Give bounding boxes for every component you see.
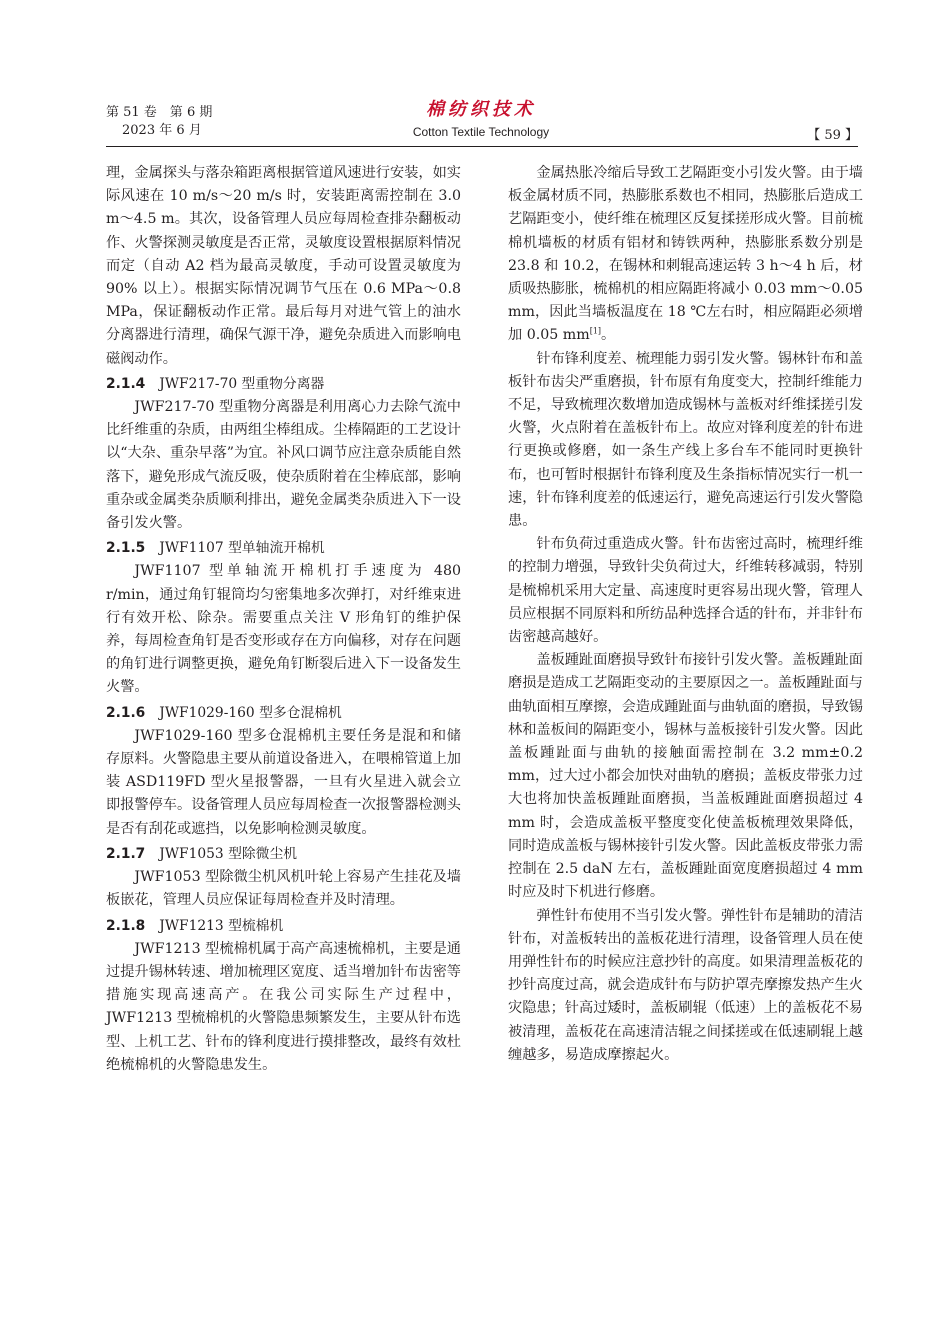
journal-logo: 棉纺织技术 <box>426 99 536 120</box>
body-paragraph: 盖板踵趾面磨损导致针布接针引发火警。盖板踵趾面磨损是造成工艺隔距变动的主要原因之一。盖板踵趾面与曲轨面相互摩擦，会造成踵趾面与曲轨面的磨损，导致锡林和盖板间的隔距变小，锡林与盖板接针引发火警。因此盖板踵趾面与曲轨的接触面需控制在 3.2 mm±0.2 mm，过大过小都会加快对曲轨的磨损；盖板皮带张力过大也将加快盖板踵趾面磨损，当盖板踵趾面磨损超过 4 mm 时，会造成盖板平整度变化使盖板梳理效果降低，同时造成盖板与锡林接针引发火警。因此盖板皮带张力需控制在 2.5 daN 左右，盖板踵趾面宽度磨损超过 4 mm 时应及时下机进行修磨。 <box>508 652 863 901</box>
body-paragraph: 理，金属探头与落杂箱距离根据管道风速进行安装，如实际风速在 10 m/s～20 m/s 时，安装距离需控制在 3.0 m～4.5 m。其次，设备管理人员应每周检查排杂翻板动作、火警探测灵敏度是否正常，灵敏度设置根据原料情况而定（自动 A2 档为最高灵敏度，手动可设置灵敏度为 90% 以上）。根据实际情况调节气压在 0.6 MPa～0.8 MPa，保证翻板动作正常。最后每月对进气管上的油水分离器进行清理，确保气源干净，避免杂质进入而影响电磁阀动作。 <box>106 165 461 367</box>
left-column <box>106 162 461 1077</box>
publication-date: 2023 年 6 月 <box>122 123 202 138</box>
body-paragraph: JWF217-70 型重物分离器是利用离心力去除气流中比纤维重的杂质，由两组尘棒组成。尘棒隔距的工艺设计以“大杂、重杂早落”为宜。补风口调节应注意杂质能自然落下，避免形成气流反吸，使杂质附着在尘棒底部，影响重杂或金属类杂质顺利排出，避免金属类杂质进入下一设备引发火警。 <box>106 399 462 532</box>
page-header <box>106 100 858 144</box>
journal-english-name: Cotton Textile Technology <box>412 125 550 139</box>
header-rule <box>106 146 858 147</box>
section-heading <box>106 915 461 938</box>
journal-title <box>396 100 566 140</box>
section-title: JWF217-70 型重物分离器 <box>159 375 325 392</box>
body-paragraph: 针布锋利度差、梳理能力弱引发火警。锡林针布和盖板针布齿尖严重磨损，针布原有角度变大，控制纤维能力不足，导致梳理次数增加造成锡林与盖板对纤维揉搓引发火警，火点附着在盖板针布上。故应对锋利度差的针布进行更换或修磨，如一条生产线上多台车不能同时更换针布，也可暂时根据针布锋利度及生条指标情况实行一机一速，针布锋利度差的低速运行，避免高速运行引发火警隐患。 <box>508 350 863 530</box>
body-paragraph: JWF1107 型单轴流开棉机打手速度为 480 r/min，通过角钉辊筒均匀密集地多次弹打，对纤维束进行有效开松、除杂。需要重点关注 V 形角钉的维护保养，每周检查角钉是否变形或存在方向偏移，对存在问题的角钉进行调整更换，避免角钉断裂后进入下一设备发生火警。 <box>106 563 461 696</box>
body-paragraph: 金属热胀冷缩后导致工艺隔距变小引发火警。由于墙板金属材质不同，热膨胀系数也不相同，热膨胀后造成工艺隔距变小，使纤维在梳理区反复揉搓形成火警。目前梳棉机墙板的材质有铝材和铸铁两种，热膨胀系数分别是 23.8 和 10.2，在锡林和刺辊高速运转 3 h～4 h 后，材质吸热膨胀，梳棉机的相应隔距将减小 0.03 mm～0.05 mm，因此当墙板温度在 18 ℃左右时，相应隔距必须增加 0.05 mm[1]。 <box>508 165 863 344</box>
section-title: JWF1053 型除微尘机 <box>159 845 298 862</box>
citation-ref: [1] <box>589 326 602 336</box>
body-paragraph: JWF1029-160 型多仓混棉机主要任务是混和和储存原料。火警隐患主要从前道设备进入，在喂棉管道上加装 ASD119FD 型火星报警器，一旦有火星进入就会立即报警停车。设备管理人员应每周检查一次报警器检测头是否有刮花或遮挡，以免影响检测灵敏度。 <box>106 727 461 837</box>
body-paragraph: JWF1213 型梳棉机属于高产高速梳棉机，主要是通过提升锡林转速、增加梳理区宽度、适当增加针布齿密等措施实现高速高产。在我公司实际生产过程中，JWF1213 型梳棉机的火警隐患频繁发生，主要从针布选型、上机工艺、针布的锋利度进行摸排整改，最终有效杜绝梳棉机的火警隐患发生。 <box>106 940 461 1073</box>
body-paragraph: 针布负荷过重造成火警。针布齿密过高时，梳理纤维的控制力增强，导致针尖负荷过大，纤维转移减弱，特别是梳棉机采用大定量、高速度时更容易出现火警，管理人员应根据不同原料和所纺品种选择合适的针布，并非针布齿密越高越好。 <box>508 536 863 646</box>
issue-info <box>106 104 212 140</box>
section-heading <box>106 373 461 396</box>
section-number: 2.1.4 <box>106 375 146 392</box>
section-number: 2.1.7 <box>106 845 146 862</box>
section-heading <box>106 843 461 866</box>
section-number: 2.1.8 <box>106 917 146 934</box>
right-column <box>508 162 863 1067</box>
section-title: JWF1107 型单轴流开棉机 <box>159 540 325 557</box>
body-paragraph: JWF1053 型除微尘机风机叶轮上容易产生挂花及墙板嵌花，管理人员应保证每周检查并及时清理。 <box>106 869 461 909</box>
section-heading <box>106 702 461 725</box>
section-title: JWF1029-160 型多仓混棉机 <box>159 704 342 721</box>
section-title: JWF1213 型梳棉机 <box>159 917 284 934</box>
section-number: 2.1.6 <box>106 704 146 721</box>
page-number: 【 59 】 <box>807 128 858 143</box>
body-paragraph: 弹性针布使用不当引发火警。弹性针布是辅助的清洁针布，对盖板转出的盖板花进行清理，设备管理人员在使用弹性针布的时候应注意抄针的高度。如果清理盖板花的抄针高度过高，就会造成针布与防护罩壳摩擦发热产生火灾隐患；针高过矮时，盖板刷辊（低速）上的盖板花不易被清理，盖板花在高速清洁辊之间揉搓或在低速刷辊上越缠越多，易造成摩擦起火。 <box>508 907 863 1063</box>
section-number: 2.1.5 <box>106 540 146 557</box>
volume-issue: 第 51 卷 第 6 期 <box>106 105 213 120</box>
section-heading <box>106 537 461 560</box>
